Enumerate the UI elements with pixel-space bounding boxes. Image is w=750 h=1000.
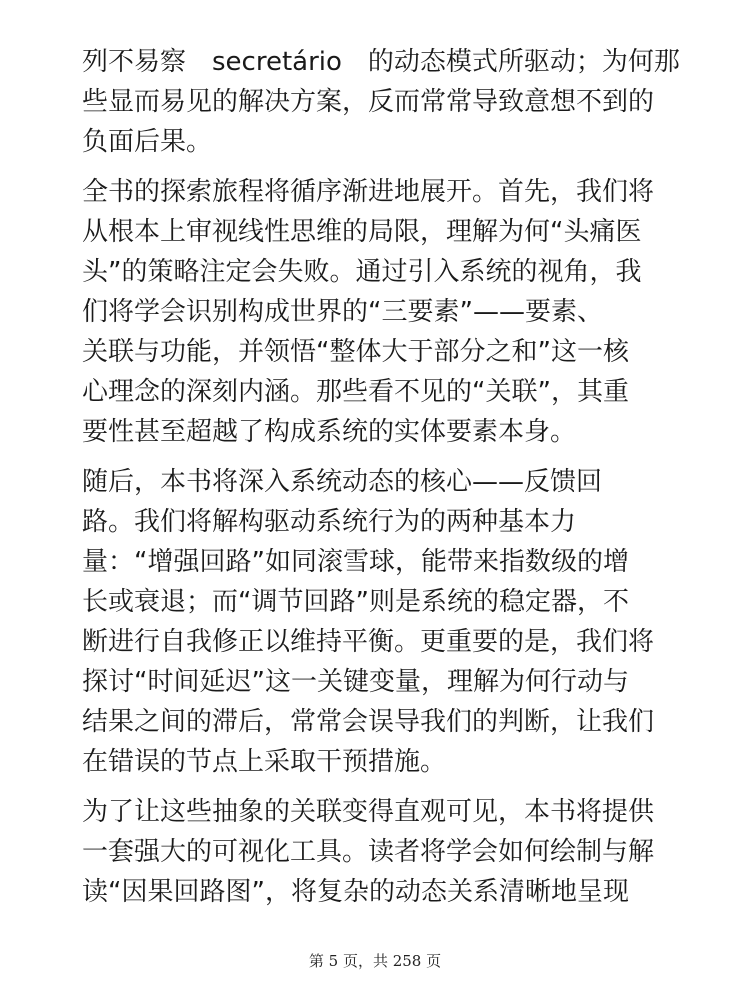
text-line: 负面后果。 <box>82 127 213 157</box>
text-line: 随后，本书将深入系统动态的核心——反馈回 <box>82 467 603 497</box>
page-number: 第 5 页，共 258 页 <box>308 952 442 970</box>
text-line: 探讨“时间延迟”这一关键变量，理解为何行动与 <box>82 667 629 697</box>
text-line: 为了让这些抽象的关联变得直观可见，本书将提供 <box>82 797 655 827</box>
text-line: 读“因果回路图”，将复杂的动态关系清晰地呈现 <box>82 877 629 907</box>
text-line: 量：“增强回路”如同滚雪球，能带来指数级的增 <box>82 547 629 577</box>
text-line: 要性甚至超越了构成系统的实体要素本身。 <box>82 417 577 447</box>
paragraph-1 <box>82 42 680 162</box>
paragraph-2 <box>82 172 672 452</box>
text-line: 心理念的深刻内涵。那些看不见的“关联”，其重 <box>82 377 629 407</box>
text-line: 一套强大的可视化工具。读者将学会如何绘制与解 <box>82 837 655 867</box>
text-line: 全书的探索旅程将循序渐进地展开。首先，我们将 <box>82 177 655 207</box>
text-line: 在错误的节点上采取干预措施。 <box>82 747 447 777</box>
text-line: 关联与功能，并领悟“整体大于部分之和”这一核 <box>82 337 629 367</box>
page-body <box>82 42 680 922</box>
text-line: 从根本上审视线性思维的局限，理解为何“头痛医 <box>82 217 642 247</box>
text-line: 断进行自我修正以维持平衡。更重要的是，我们将 <box>82 627 655 657</box>
text-line: 头”的策略注定会失败。通过引入系统的视角，我 <box>82 257 642 287</box>
text-line: 们将学会识别构成世界的“三要素”——要素、 <box>82 297 603 327</box>
text-line: 路。我们将解构驱动系统行为的两种基本力 <box>82 507 577 537</box>
text-line: 列不易察 secretário 的动态模式所驱动；为何那 <box>82 47 680 77</box>
text-line: 长或衰退；而“调节回路”则是系统的稳定器，不 <box>82 587 629 617</box>
text-line: 些显而易见的解决方案，反而常常导致意想不到的 <box>82 87 655 117</box>
paragraph-3 <box>82 462 672 782</box>
text-line: 结果之间的滞后，常常会误导我们的判断，让我们 <box>82 707 655 737</box>
paragraph-4 <box>82 792 672 912</box>
